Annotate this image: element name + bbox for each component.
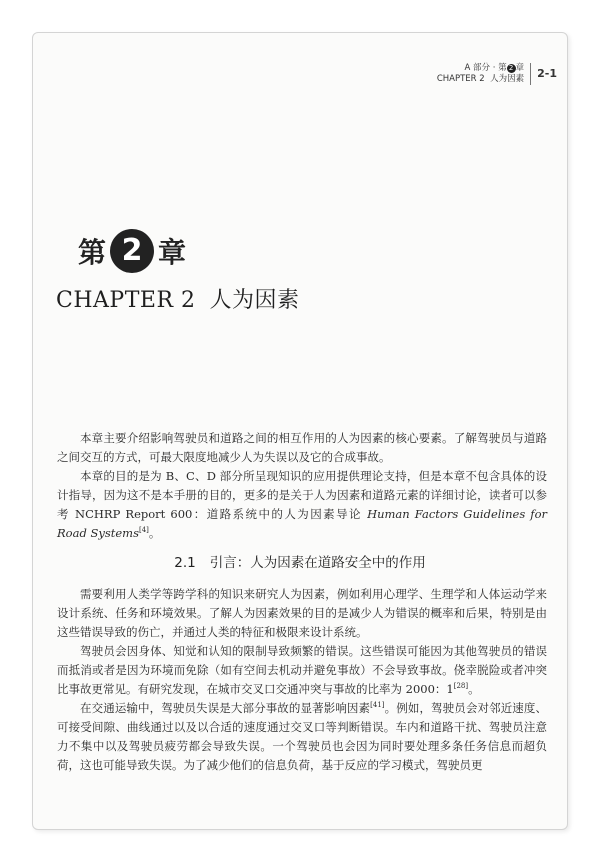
chapter-label-suffix: 章 (158, 236, 187, 269)
intro-paragraph-1: 本章主要介绍影响驾驶员和道路之间的相互作用的人为因素的核心要素。了解驾驶员与道路之间交互的方式，可最大限度地减少人为失误以及它的合成事故。 (57, 431, 547, 464)
chapter-label (78, 229, 186, 273)
citation: [28] (453, 682, 469, 691)
header-text (437, 63, 524, 85)
header-part-line: A 部分 · 第 2 章 (464, 63, 525, 73)
section-text (57, 585, 547, 775)
reference-title: Human Factors Guidelines for Road Systems (57, 507, 547, 540)
page-number: 2-1 (537, 67, 557, 80)
header-chapter-line: CHAPTER 2 人为因素 (436, 74, 525, 84)
section-paragraph-1: 需要利用人类学等跨学科的知识来研究人为因素，例如利用心理学、生理学和人体运动学来设计系统、任务和环境效果。了解人为因素效果的目的是减少人为错误的概率和后果，特别是由这些错误导致的伤亡，并通过人类的特征和极限来设计系统。 (57, 587, 547, 639)
chapter-title (56, 283, 300, 314)
section-paragraph-3: 在交通运输中，驾驶员失误是大部分事故的显著影响因素[41]。例如，驾驶员会对邻近速度、可接受间隙、曲线通过以及以合适的速度通过交叉口等判断错误。车内和道路干扰、驾驶员注意力不集中以及驾驶员疲劳都会导致失误。一个驾驶员也会因为同时要处理多条任务信息而超负荷，这也可能导致失误。为了减少他们的信息负荷，基于反应的学习模式，驾驶员更 (57, 701, 548, 772)
chapter-number-badge: 2 (110, 229, 154, 273)
chapter-label-prefix: 第 (78, 236, 107, 269)
header-chapter-badge: 2 (507, 64, 516, 73)
running-header (437, 63, 557, 85)
citation: [41] (370, 701, 385, 710)
chapter-title-zh: 人为因素 (209, 288, 300, 313)
section-title: 引言：人为因素在道路安全中的作用 (209, 555, 426, 571)
citation: [4] (138, 526, 149, 535)
header-divider (530, 63, 531, 85)
section-paragraph-2: 驾驶员会因身体、知觉和认知的限制导致频繁的错误。这些错误可能因为其他驾驶员的错误而抵消或者是因为环境而免除（如有空间去机动并避免事故）不会导致事故。侥幸脱险或者冲突比事故更常见。有研究发现，在城市交叉口交通冲突与事故的比率为 2000：1[28]。 (57, 644, 547, 696)
section-number: 2.1 (174, 555, 196, 571)
book-page (32, 32, 568, 830)
intro-paragraph-2: 本章的目的是为 B、C、D 部分所呈现知识的应用提供理论支持，但是本章不包含具体的设计指导，因为这不是本手册的目的，更多的是关于人为因素和道路元素的详细讨论，读者可以参考 NCHRP Report 600：道路系统中的人为因素导论 Human Factors Guidelines for Road Systems[4]。 (57, 469, 547, 540)
chapter-title-en: CHAPTER 2 (56, 288, 196, 313)
section-heading (33, 551, 567, 571)
intro-text (57, 429, 547, 543)
